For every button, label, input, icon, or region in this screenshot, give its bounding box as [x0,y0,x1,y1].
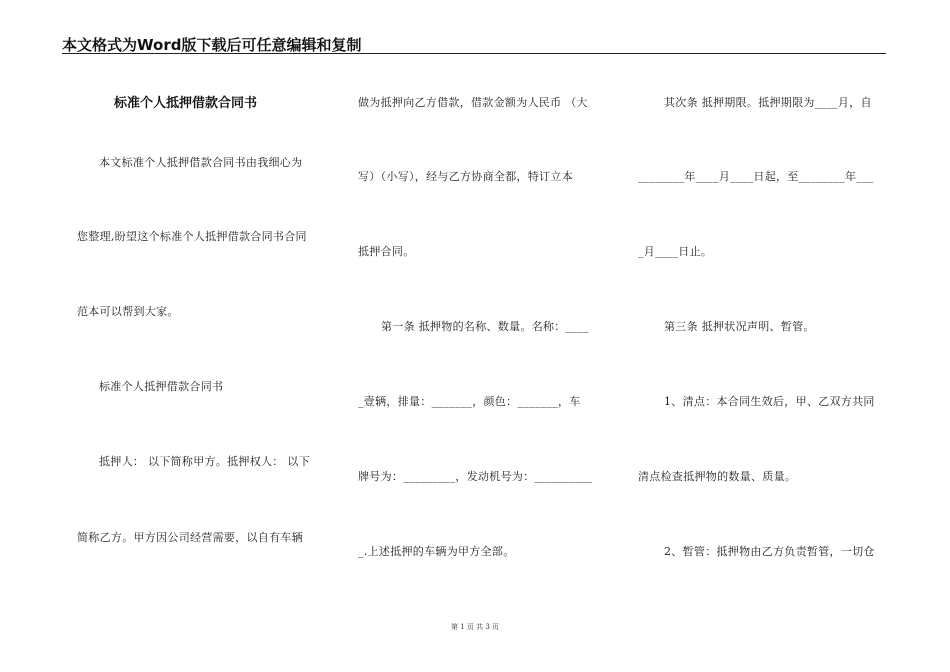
page-number: 第 1 页 共 3 页 [450,623,500,631]
paragraph-line: 本文标准个人抵押借款合同书由我细心为 [99,156,303,169]
clause-line: 清点检查抵押物的数量、质量。 [638,470,797,483]
paragraph-line: 您整理,盼望这个标准个人抵押借款合同书合同 [77,230,307,243]
document-header-title: 本文格式为Word版下载后可任意编辑和复制 [62,36,362,54]
clause-line: 1、清点：本合同生效后，甲、乙双方共同 [664,395,875,408]
clause-line: 其次条 抵押期限。抵押期限为____月，自 [664,96,872,109]
paragraph-line: 简称乙方。甲方因公司经营需要，以自有车辆 [77,531,303,544]
contract-title: 标准个人抵押借款合同书 [114,96,258,111]
subheading-line: 标准个人抵押借款合同书 [99,380,224,393]
clause-line: 第三条 抵押状况声明、暂管。 [664,320,815,333]
clause-line: _.上述抵押的车辆为甲方全部。 [358,545,515,558]
clause-line: _壹辆，排量：_______，颜色：_______，车 [358,395,581,408]
clause-line: 2、暂管：抵押物由乙方负责暂管，一切仓 [664,545,875,558]
paragraph-line: 抵押人： 以下简称甲方。抵押权人： 以下 [99,455,310,468]
clause-line: _月____日止。 [638,245,713,258]
paragraph-line: 抵押合同。 [358,245,415,258]
paragraph-line: 范本可以帮到大家。 [77,305,179,318]
paragraph-line: 做为抵押向乙方借款，借款金额为人民币 （大 [358,96,588,109]
clause-line: ________年____月____日起，至________年___ [638,170,874,183]
clause-line: 牌号为：_________，发动机号为：__________ [358,470,593,483]
clause-line: 第一条 抵押物的名称、数量。名称：____ [381,320,589,333]
paragraph-line: 写）（小写），经与乙方协商全都，特订立本 [358,170,573,183]
